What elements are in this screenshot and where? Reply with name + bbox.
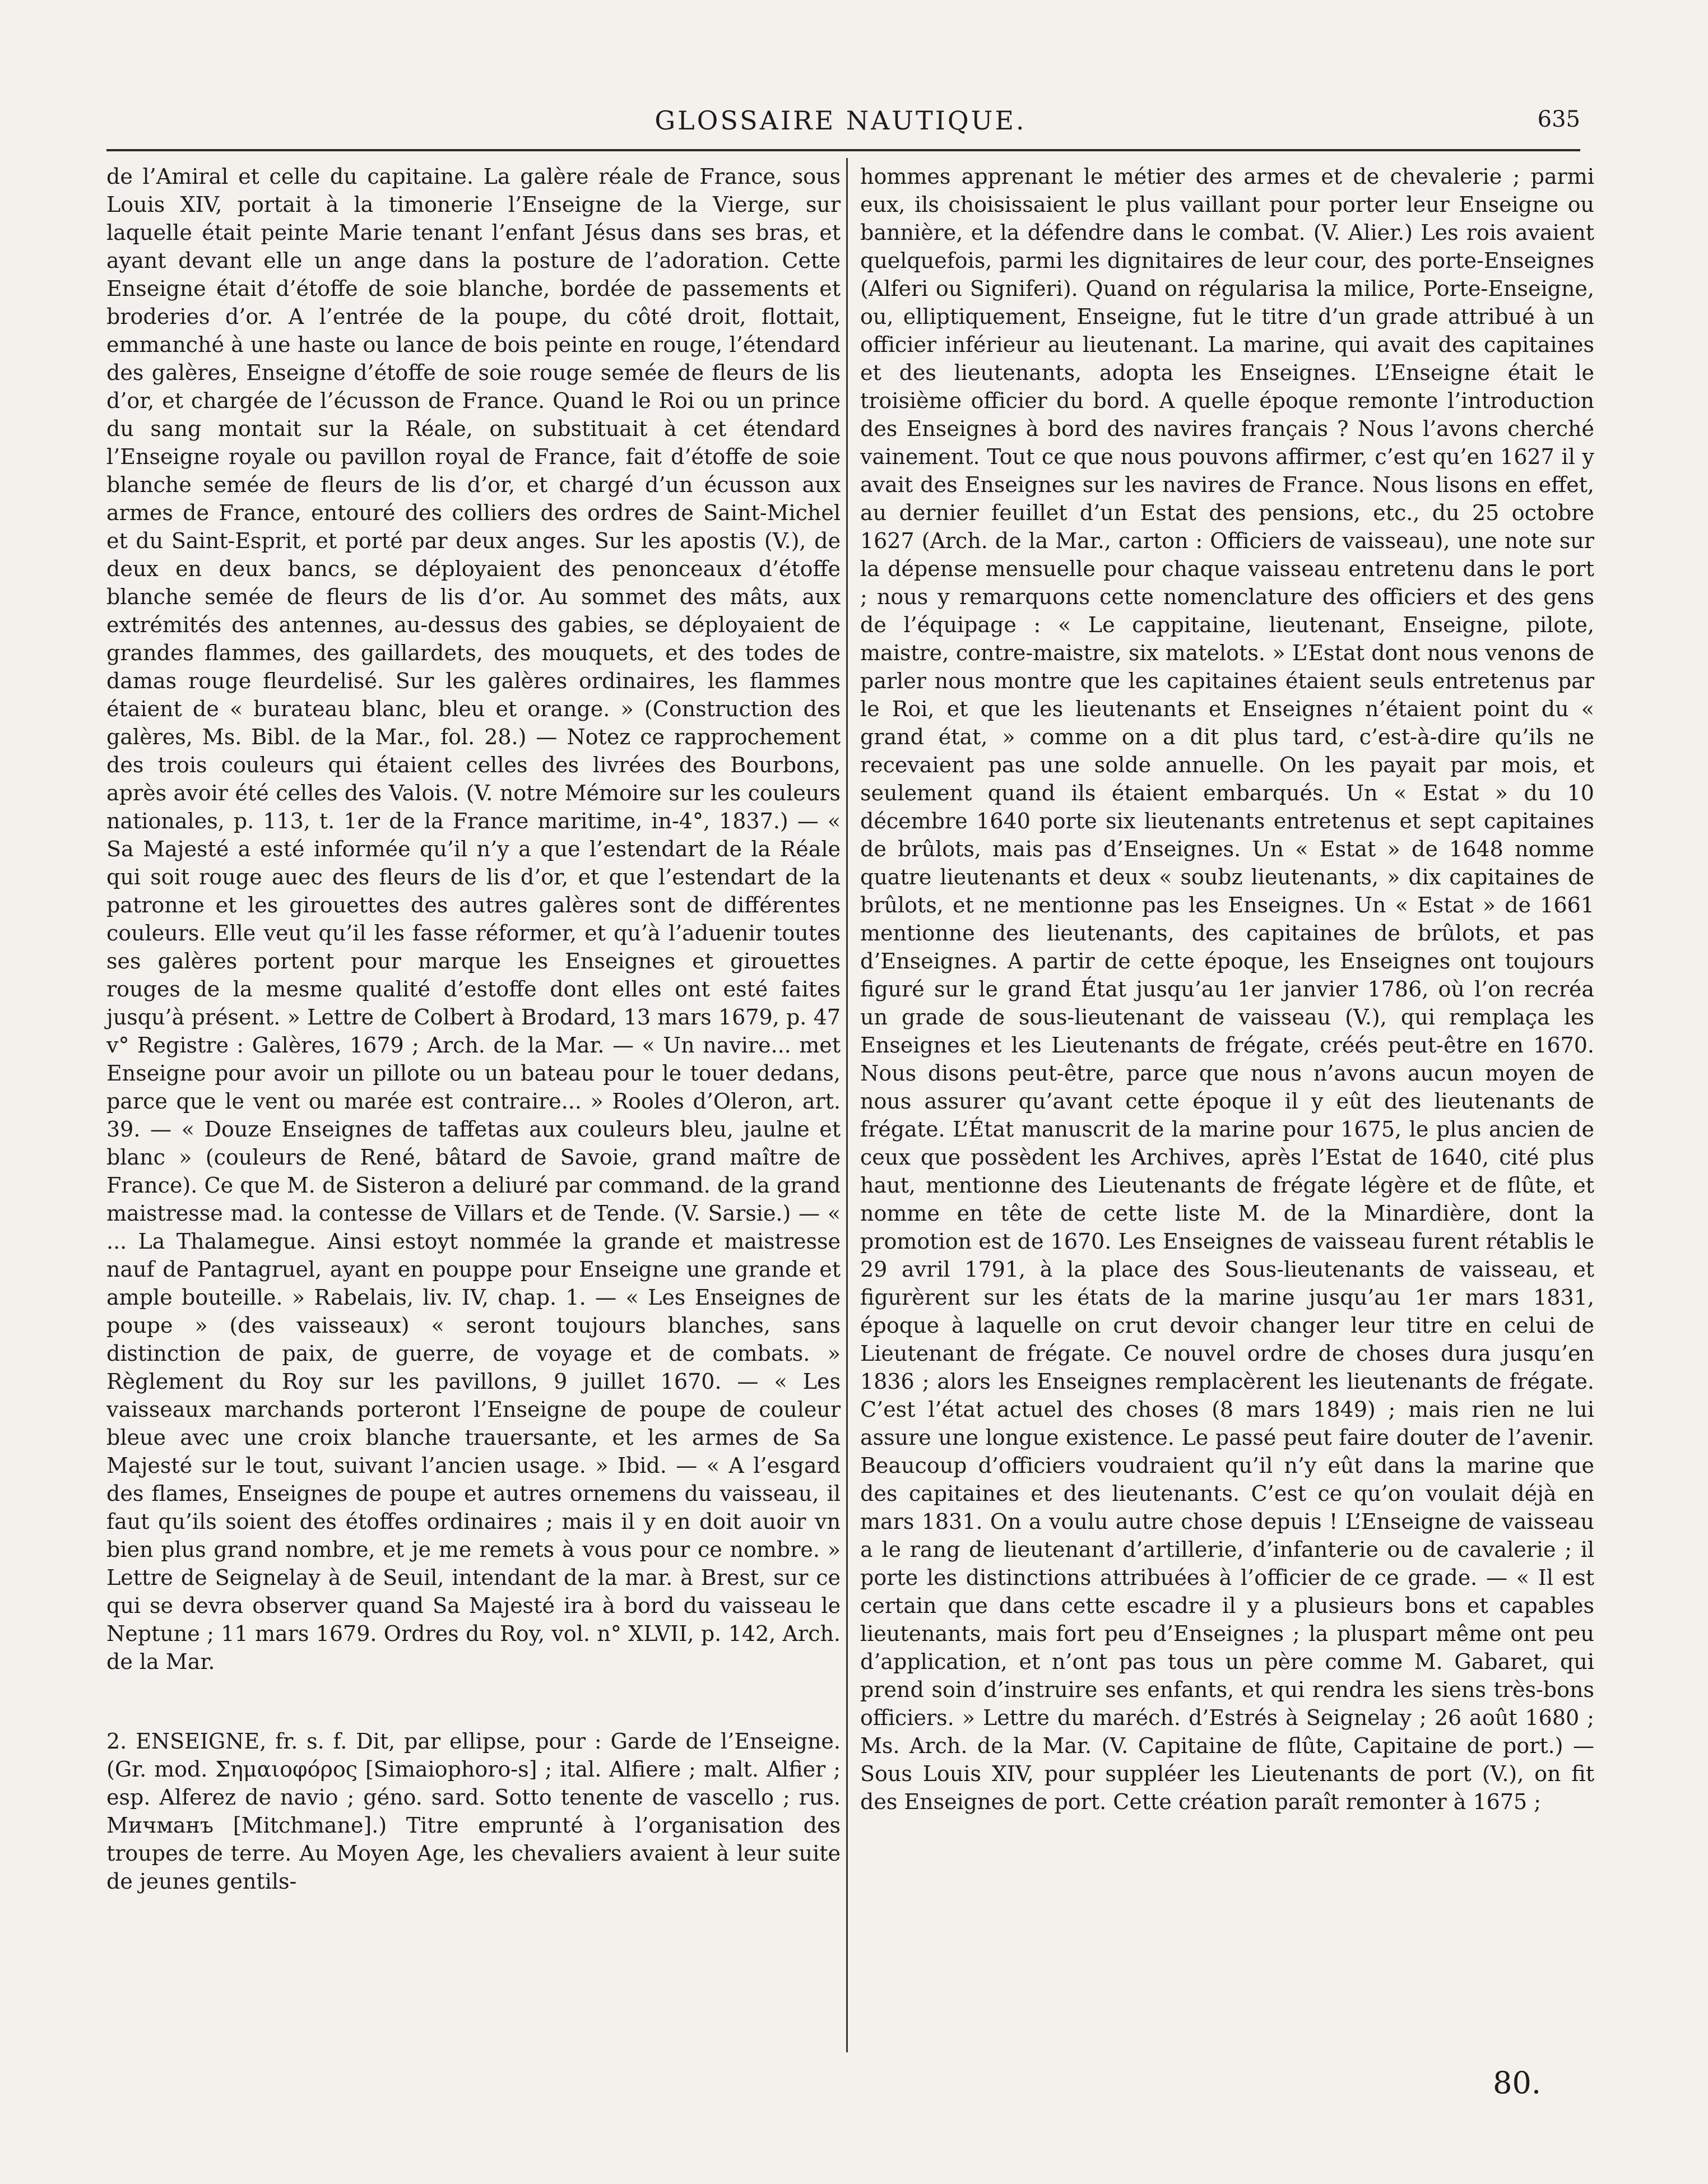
page-title: GLOSSAIRE NAUTIQUE. — [655, 105, 1027, 136]
left-column — [106, 163, 841, 1895]
page-number: 635 — [1537, 106, 1580, 132]
right-column — [860, 163, 1594, 1816]
left-paragraph-1: de l’Amiral et celle du capitaine. La galère réale de France, sous Louis XIV, portait à la timonerie l’Enseigne de la Vierge, sur laquelle était peinte Marie tenant l’enfant Jésus dans ses bras, et ayant devant elle un ange dans la posture de l’adoration. Cette Enseigne était d’étoffe de soie blanche, bordée de passements et broderies d’or. A l’entrée de la poupe, du côté droit, flottait, emmanché à une haste ou lance de bois peinte en rouge, l’étendard des galères, Enseigne d’étoffe de soie rouge semée de fleurs de lis d’or, et chargée de l’écusson de France. Quand le Roi ou un prince du sang montait sur la Réale, on substituait à cet étendard l’Enseigne royale ou pavillon royal de France, fait d’étoffe de soie blanche semée de fleurs de lis d’or, et chargé d’un écusson aux armes de France, entouré des colliers des ordres de Saint-Michel et du Saint-Esprit, et porté par deux anges. Sur les apostis (V.), de deux en deux bancs, se déployaient des penonceaux d’étoffe blanche semée de fleurs de lis d’or. Au sommet des mâts, aux extrémités des antennes, au-dessus des gabies, se déployaient de grandes flammes, des gaillardets, des mouquets, et des todes de damas rouge fleurdelisé. Sur les galères ordinaires, les flammes étaient de « burateau blanc, bleu et orange. » (Construction des galères, Ms. Bibl. de la Mar., fol. 28.) — Notez ce rapprochement des trois couleurs qui étaient celles des livrées des Bourbons, après avoir été celles des Valois. (V. notre Mémoire sur les couleurs nationales, p. 113, t. 1er de la France maritime, in-4°, 1837.) — « Sa Majesté a esté informée qu’il n’y a que l’estendart de la Réale qui soit rouge auec des fleurs de lis d’or, et que l’estendart de la patronne et les girouettes des autres galères sont de différentes couleurs. Elle veut qu’il les fasse réformer, et qu’à l’aduenir toutes ses galères portent pour marque les Enseignes et girouettes rouges de la mesme qualité d’estoffe dont elles ont esté faites jusqu’à présent. » Lettre de Colbert à Brodard, 13 mars 1679, p. 47 v° Registre : Galères, 1679 ; Arch. de la Mar. — « Un navire... met Enseigne pour avoir un pillote ou un bateau pour le touer dedans, parce que le vent ou marée est contraire... » Rooles d’Oleron, art. 39. — « Douze Enseignes de taffetas aux couleurs bleu, jaulne et blanc » (couleurs de René, bâtard de Savoie, grand maître de France). Ce que M. de Sisteron a deliuré par command. de la grand maistresse mad. la contesse de Villars et de Tende. (V. Sarsie.) — « ... La Thalamegue. Ainsi estoyt nommée la grande et maistresse nauf de Pantagruel, ayant en pouppe pour Enseigne une grande et ample bouteille. » Rabelais, liv. IV, chap. 1. — « Les Enseignes de poupe » (des vaisseaux) « seront toujours blanches, sans distinction de paix, de guerre, de voyage et de combats. » Règlement du Roy sur les pavillons, 9 juillet 1670. — « Les vaisseaux marchands porteront l’Enseigne de poupe de couleur bleue avec une croix blanche trauersante, et les armes de Sa Majesté sur le tout, suivant l’ancien usage. » Ibid. — « A l’esgard des flames, Enseignes de poupe et autres ornemens du vaisseau, il faut qu’ils soient des étoffes ordinaires ; mais il y en doit auoir vn bien plus grand nombre, et je me remets à vous pour ce nombre. » Lettre de Seignelay à de Seuil, intendant de la mar. à Brest, sur ce qui se devra observer quand Sa Majesté ira à bord du vaisseau le Neptune ; 11 mars 1679. Ordres du Roy, vol. n° XLVII, p. 142, Arch. de la Mar. — [106, 164, 841, 1674]
column-divider — [846, 158, 848, 2052]
signature-mark: 80. — [1493, 2065, 1541, 2100]
right-paragraph-1: hommes apprenant le métier des armes et de chevalerie ; parmi eux, ils choisissaient le plus vaillant pour porter leur Enseigne ou bannière, et la défendre dans le combat. (V. Alier.) Les rois avaient quelquefois, parmi les dignitaires de leur cour, des porte-Enseignes (Alferi ou Signiferi). Quand on régularisa la milice, Porte-Enseigne, ou, elliptiquement, Enseigne, fut le titre d’un grade attribué à un officier inférieur au lieutenant. La marine, qui avait des capitaines et des lieutenants, adopta les Enseignes. L’Enseigne était le troisième officier du bord. A quelle époque remonte l’introduction des Enseignes à bord des navires français ? Nous l’avons cherché vainement. Tout ce que nous pouvons affirmer, c’est qu’en 1627 il y avait des Enseignes sur les navires de France. Nous lisons en effet, au dernier feuillet d’un Estat des pensions, etc., du 25 octobre 1627 (Arch. de la Mar., carton : Officiers de vaisseau), une note sur la dépense mensuelle pour chaque vaisseau entretenu dans le port ; nous y remarquons cette nomenclature des officiers et des gens de l’équipage : « Le cappitaine, lieutenant, Enseigne, pilote, maistre, contre-maistre, six matelots. » L’Estat dont nous venons de parler nous montre que les capitaines étaient seuls entretenus par le Roi, et que les lieutenants et Enseignes n’étaient point du « grand état, » comme on a dit plus tard, c’est-à-dire qu’ils ne recevaient pas une solde annuelle. On les payait par mois, et seulement quand ils étaient embarqués. Un « Estat » du 10 décembre 1640 porte six lieutenants entretenus et sept capitaines de brûlots, mais pas d’Enseignes. Un « Estat » de 1648 nomme quatre lieutenants et deux « soubz lieutenants, » dix capitaines de brûlots, et ne mentionne pas les Enseignes. Un « Estat » de 1661 mentionne des lieutenants, des capitaines de brûlots, et pas d’Enseignes. A partir de cette époque, les Enseignes ont toujours figuré sur le grand État jusqu’au 1er janvier 1786, où l’on recréa un grade de sous-lieutenant de vaisseau (V.), qui remplaça les Enseignes et les Lieutenants de frégate, créés peut-être en 1670. Nous disons peut-être, parce que nous n’avons aucun moyen de nous assurer qu’avant cette époque il y eût des lieutenants de frégate. L’État manuscrit de la marine pour 1675, le plus ancien de ceux que possèdent les Archives, après l’Estat de 1640, cité plus haut, mentionne des Lieutenants de frégate légère et de flûte, et nomme en tête de cette liste M. de la Minardière, dont la promotion est de 1670. Les Enseignes de vaisseau furent rétablis le 29 avril 1791, à la place des Sous-lieutenants de vaisseau, et figurèrent sur les états de la marine jusqu’au 1er mars 1831, époque à laquelle on crut devoir changer leur titre en celui de Lieutenant de frégate. Ce nouvel ordre de choses dura jusqu’en 1836 ; alors les Enseignes remplacèrent les lieutenants de frégate. C’est l’état actuel des choses (8 mars 1849) ; mais rien ne lui assure une longue existence. Le passé peut faire douter de l’avenir. Beaucoup d’officiers voudraient qu’il n’y eût dans la marine que des capitaines et des lieutenants. C’est ce qu’on voulait déjà en mars 1831. On a voulu autre chose depuis ! L’Enseigne de vaisseau a le rang de lieutenant d’artillerie, d’infanterie ou de cavalerie ; il porte les distinctions attribuées à l’officier de ce grade. — « Il est certain que dans cette escadre il y a plusieurs bons et capables lieutenants, mais fort peu d’Enseignes ; la pluspart même ont peu d’application, et n’ont pas tous un père comme M. Gabaret, qui prend soin d’instruire ses enfants, et qui rendra les siens très-bons officiers. » Lettre du maréch. d’Estrés à Seignelay ; 26 août 1680 ; Ms. Arch. de la Mar. (V. Capitaine de flûte, Capitaine de port.) — Sous Louis XIV, pour suppléer les Lieutenants de port (V.), on fit des Enseignes de port. Cette création paraît remonter à 1675 ; — [860, 164, 1594, 1814]
header-rule — [106, 149, 1580, 151]
left-paragraph-2: 2. ENSEIGNE, fr. s. f. Dit, par ellipse, pour : Garde de l’Enseigne. (Gr. mod. Σημαιοφόρος [Simaiophoro-s] ; ital. Alfiere ; malt. Alfier ; esp. Alferez de navio ; géno. sard. Sotto tenente de vascello ; rus. Мичманъ [Mitchmane].) Titre emprunté à l’organisation des troupes de terre. Au Moyen Age, les chevaliers avaient à leur suite de jeunes gentils- — [106, 1729, 841, 1894]
